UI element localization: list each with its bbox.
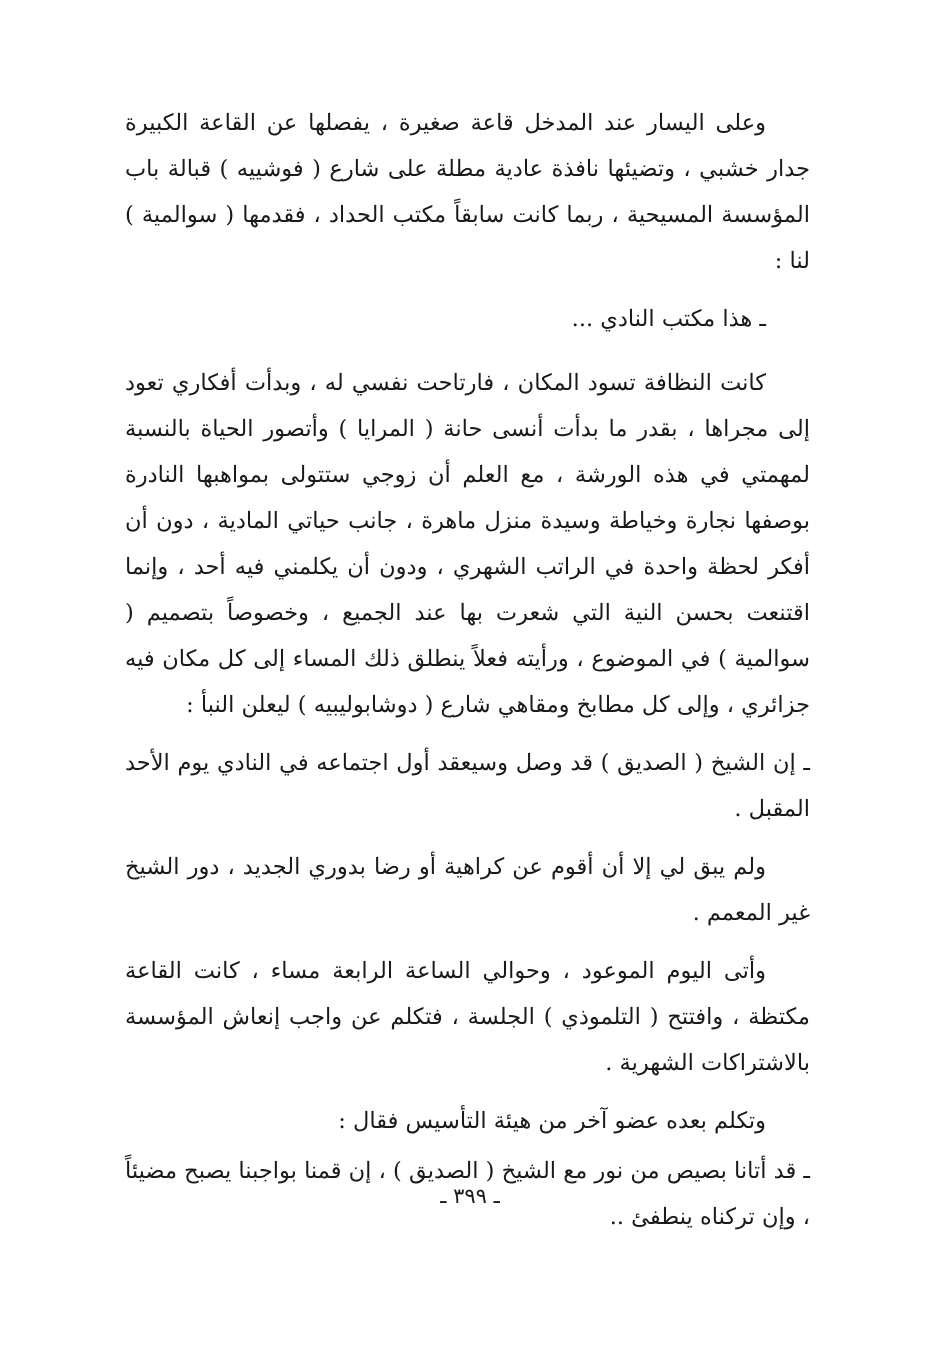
- paragraph-meeting-day: وأتى اليوم الموعود ، وحوالي الساعة الرابعة مساء ، كانت القاعة مكتظة ، وافتتح ( التلموذي ) الجلسة ، فتكلم عن واجب إنعاش المؤسسة بالاشتراكات الشهرية .: [125, 958, 810, 1076]
- paragraph-another-member: وتكلم بعده عضو آخر من هيئة التأسيس فقال :: [338, 1108, 766, 1134]
- page-number: ـ ٣٩٩ ـ: [440, 1184, 500, 1208]
- page-body: [125, 100, 810, 1252]
- dialogue-glimmer-of-light: ـ قد أتانا بصيص من نور مع الشيخ ( الصديق ) ، إن قمنا بواجبنا يصبح مضيئاً ، وإن تركناه ينطفئ ..: [125, 1158, 810, 1230]
- dialogue-club-office: ـ هذا مكتب النادي ...: [571, 306, 766, 332]
- paragraph-cleanliness: كانت النظافة تسود المكان ، فارتاحت نفسي له ، وبدأت أفكاري تعود إلى مجراها ، بقدر ما بدأت أنسى حانة ( المرايا ) وأتصور الحياة بالنسبة لمهمتي في هذه الورشة ، مع العلم أن زوجي ستتولى بمواهبها النادرة بوصفها نجارة وخياطة وسيدة منزل ماهرة ، جانب حياتي المادية ، دون أن أفكر لحظة واحدة في الراتب الشهري ، ودون أن يكلمني فيه أحد ، وإنما اقتنعت بحسن النية التي شعرت بها عند الجميع ، وخصوصاً بتصميم ( سوالمية ) في الموضوع ، ورأيته فعلاً ينطلق ذلك المساء إلى كل مكان فيه جزائري ، وإلى كل مطابخ ومقاهي شارع ( دوشابوليبيه ) ليعلن النبأ :: [125, 370, 810, 718]
- dialogue-sheikh-arrived: ـ إن الشيخ ( الصديق ) قد وصل وسيعقد أول اجتماعه في النادي يوم الأحد المقبل .: [125, 750, 810, 822]
- paragraph-entrance-description: وعلى اليسار عند المدخل قاعة صغيرة ، يفصلها عن القاعة الكبيرة جدار خشبي ، وتضيئها نافذة عادية مطلة على شارع ( فوشييه ) قبالة باب المؤسسة المسيحية ، ربما كانت سابقاً مكتب الحداد ، فقدمها ( سوالمية ) لنا :: [125, 110, 810, 274]
- paragraph-new-role: ولم يبق لي إلا أن أقوم عن كراهية أو رضا بدوري الجديد ، دور الشيخ غير المعمم .: [125, 854, 810, 926]
